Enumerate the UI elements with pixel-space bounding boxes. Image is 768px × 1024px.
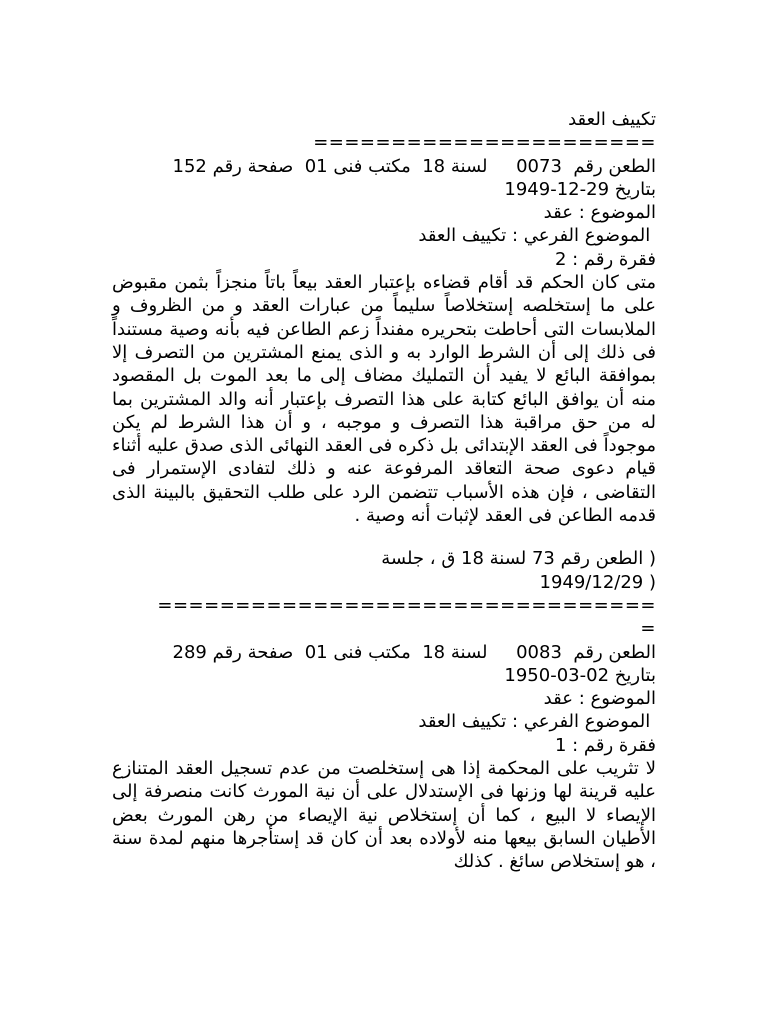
case-paragraph-number: فقرة رقم : 1 (554, 734, 656, 756)
case-subsubject: الموضوع الفرعي : تكييف العقد (418, 711, 656, 733)
case-citation-date: ( 1949/12/29 (539, 571, 656, 593)
case-citation: ( الطعن رقم 73 لسنة 18 ق ، جلسة (381, 548, 656, 570)
document-title: تكييف العقد (568, 109, 656, 130)
document-page (112, 108, 656, 874)
case-date: بتاريخ 02-03-1950 (504, 664, 656, 686)
spacer (112, 527, 656, 547)
separator-line: ================================ (157, 594, 656, 616)
case-subject: الموضوع : عقد (543, 202, 656, 224)
separator-line-tail: = (640, 618, 656, 640)
case-subsubject: الموضوع الفرعي : تكييف العقد (418, 225, 656, 247)
case-paragraph-number: فقرة رقم : 2 (554, 248, 656, 270)
separator-line: ====================== (313, 132, 656, 154)
case-header: الطعن رقم 0083 لسنة 18 مكتب فنى 01 صفحة رقم 289 (172, 641, 656, 663)
case-header: الطعن رقم 0073 لسنة 18 مكتب فنى 01 صفحة رقم 152 (172, 155, 656, 177)
case-body: لا تثريب على المحكمة إذا هى إستخلصت من عدم تسجيل العقد المتنازع عليه قرينة لها وزنها فى الإستدلال على أن نية المورث كانت منصرفة إلى الإيصاء لا البيع ، كما أن إستخلاص نية الإيصاء من رهن المورث بعض الأطيان السابق بيعها منه لأولاده بعد أن كان قد إستأجرها منهم لمدة سنة ، هو إستخلاص سائغ . كذلك (112, 758, 656, 873)
case-body: متى كان الحكم قد أقام قضاءه بإعتبار العقد بيعاً باتاً منجزاً بثمن مقبوض على ما إستخلصه إستخلاصاً سليماً من عبارات العقد و من الظروف و الملابسات التى أحاطت بتحريره مفنداً زعم الطاعن فيه بأنه وصية مستنداً فى ذلك إلى أن الشرط الوارد به و الذى يمنع المشترين من التصرف إلا بموافقة البائع لا يفيد أن التمليك مضاف إلى ما بعد الموت بل المقصود منه أن يوافق البائع كتابة على هذا التصرف بإعتبار أنه والد المشترين بما له من حق مراقبة هذا التصرف و موجبه ، و أن هذا الشرط لم يكن موجوداً فى العقد الإبتدائى بل ذكره فى العقد النهائى الذى صدق عليه أثناء قيام دعوى صحة التعاقد المرفوعة عنه و ذلك لتفادى الإستمرار فى التقاضى ، فإن هذه الأسباب تتضمن الرد على طلب التحقيق بالبينة الذى قدمه الطاعن فى العقد لإثبات أنه وصية . (112, 272, 656, 527)
case-date: بتاريخ 29-12-1949 (504, 178, 656, 200)
case-subject: الموضوع : عقد (543, 688, 656, 710)
